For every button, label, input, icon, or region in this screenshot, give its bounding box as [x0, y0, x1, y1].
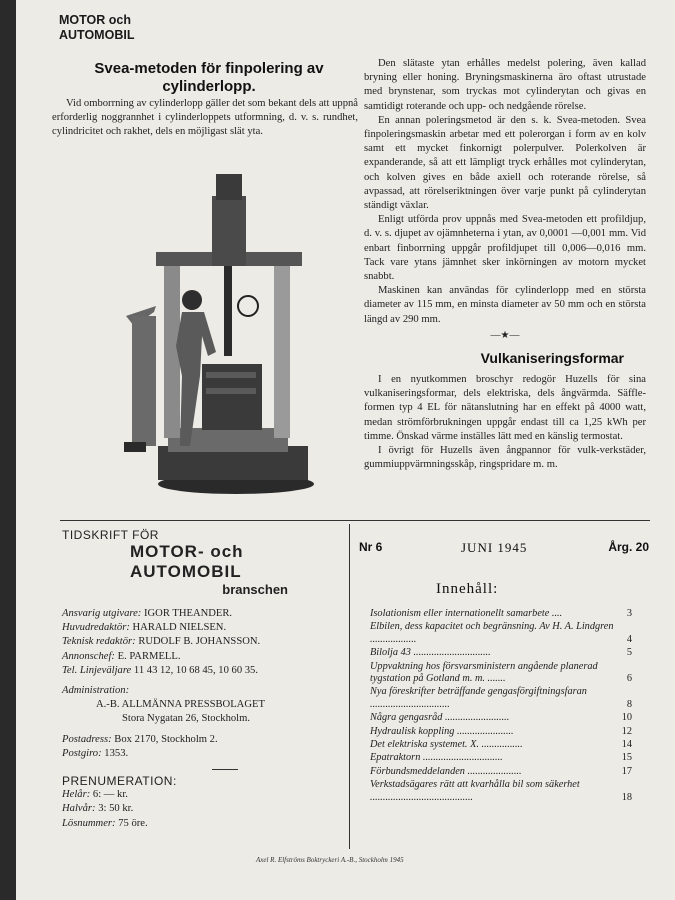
masthead-title-2: AUTOMOBIL — [130, 562, 242, 581]
toc-item[interactable]: Hydraulisk koppling ...................... 12 — [370, 725, 632, 737]
admin-company: A.-B. ALLMÄNNA PRESSBOLAGET — [96, 699, 265, 711]
staff-line: Tel. Linjeväljare 11 43 12, 10 68 45, 10 60 35. — [62, 664, 259, 676]
toc-item[interactable]: Förbundsmeddelanden ..................... 17 — [370, 765, 632, 777]
right-column — [364, 57, 646, 472]
brand-line-2: AUTOMOBIL — [59, 28, 135, 42]
subscription-block — [62, 774, 342, 831]
article-paragraph: I en nyutkommen broschyr redogör Huzells för sina vulkaniseringsformar, dels elektriska, dels ångvärmda. Säffle-formen typ 4 EL för nätanslutning har en effekt på 4000 watt, medan strömförbrukningen uppgår endast till ca 1,25 kWh per timme. Önskad värme inställes lätt med en känslig termostat. — [364, 374, 646, 442]
admin-street: Stora Nygatan 26, Stockholm. — [122, 713, 250, 725]
toc-item[interactable]: Epatraktorn ............................... 15 — [370, 752, 632, 764]
toc-item[interactable]: Bilolja 43 .............................. 5 — [370, 647, 632, 659]
table-of-contents — [370, 608, 632, 805]
issue-number: Nr 6 — [359, 540, 383, 554]
staff-line: Teknisk redaktör: RUDOLF B. JOHANSSON. — [62, 636, 261, 648]
brand-line-1: MOTOR och — [59, 13, 131, 27]
masthead-title-1: MOTOR- och — [130, 542, 244, 561]
masthead-subtitle: TIDSKRIFT FÖR — [62, 528, 159, 542]
left-column — [52, 97, 358, 140]
staff-line: Huvudredaktör: HARALD NIELSEN. — [62, 622, 227, 634]
administration-block — [62, 684, 342, 761]
article-paragraph: Den slätaste ytan erhålles medelst polering, även kallad bryning eller honing. Bryningsmaskinerna äro oftast utrustade med brynstenar, som tryckas mot cylinderytan och givas en samtidigt roterande och upp- och nedgående rörelse. — [364, 58, 646, 112]
toc-item[interactable]: Några gengasråd ......................... 10 — [370, 712, 632, 724]
toc-item[interactable]: Uppvaktning hos försvarsministern angående planerad tygstation på Gotland m. m. ....... 6 — [370, 660, 632, 685]
postadress-line: Postadress: Box 2170, Stockholm 2. — [62, 733, 218, 745]
postgiro-line: Postgiro: 1353. — [62, 747, 129, 759]
toc-item[interactable]: Det elektriska systemet. X. ................ 14 — [370, 739, 632, 751]
staff-list — [62, 607, 342, 678]
toc-title: Innehåll: — [436, 581, 499, 597]
staff-line: Annonschef: E. PARMELL. — [62, 650, 181, 662]
toc-item[interactable]: Isolationism eller internationellt samarbete .... 3 — [370, 608, 632, 619]
price-line: Halvår: 3: 50 kr. — [62, 803, 134, 815]
issue-date: JUNI 1945 — [461, 540, 528, 555]
article-paragraph: Enligt utförda prov uppnås med Svea-metoden ett profildjup, d. v. s. djupet av ojämnheterna i ytan, av 0,0001 —0,001 mm. Vid enbart finborrning uppgår profildjupet till 0,006—0,016 mm. Tack vare ytans jämnhet sker inkörningen av motorn mycket snabbt. — [364, 214, 646, 283]
article-intro: Vid omborrning av cylinderlopp gäller det som bekant dels att uppnå erforderlig noggrannhet i cylinderloppets utformning, d. v. s. rundhet, cylindricitet och rakhet, dels en möjligast slät yta. — [52, 98, 358, 138]
article-title-svea: Svea-metoden för finpolering av cylinderlopp. — [94, 60, 324, 95]
subscription-title: PRENUMERATION: — [62, 774, 177, 789]
issue-year: Årg. 20 — [608, 540, 649, 554]
toc-item[interactable]: Verkstadsägares rätt att kvarhålla bil som säkerhet ........................................ 18 — [370, 779, 632, 803]
price-line: Lösnummer: 75 öre. — [62, 817, 148, 829]
admin-label: Administration: — [62, 685, 130, 697]
toc-item[interactable]: Elbilen, dess kapacitet och begränsning. Av H. A. Lindgren .................. 4 — [370, 621, 632, 645]
vertical-rule — [349, 524, 350, 849]
printer-credit: Axel R. Elfströms Boktryckeri A.-B., Stockholm 1945 — [256, 856, 404, 864]
article-paragraph: I övrigt för Huzells även ångpannor för vulk-verkstäder, gummiuppvärmningsskåp, ringspridare m. m. — [364, 445, 646, 471]
horizontal-rule — [60, 520, 650, 521]
running-header — [59, 13, 134, 43]
polishing-machine-photo — [116, 166, 316, 506]
article-paragraph: Maskinen kan användas för cylinderlopp med en största diameter av 115 mm, en minsta diameter av 50 mm och en största längd av 290 mm. — [364, 285, 646, 325]
staff-line: Ansvarig utgivare: IGOR THEANDER. — [62, 608, 233, 619]
masthead-branch: branschen — [222, 582, 288, 597]
article-title-vulk: Vulkaniseringsformar — [480, 350, 624, 367]
article-paragraph: En annan poleringsmetod är den s. k. Svea-metoden. Svea finpoleringsmaskin arbetar med ett polerorgan i form av en kolv samt ett mycket finkornigt polerpulver. Polerkolven är expanderande, så att ett lämpligt tryck erhålles mot cylinderytan, och kolven gives en både axiell och roterande rörelse, så avpassad, att rörelseriktningen över varje punkt på cylinderytan ständigt växlar. — [364, 114, 646, 212]
section-separator: —★— — [490, 329, 520, 341]
magazine-page — [16, 0, 675, 900]
masthead — [62, 528, 342, 831]
toc-item[interactable]: Nya föreskrifter beträffande gengasförgiftningsfaran ............................... 8 — [370, 686, 632, 710]
price-line: Helår: 6: — kr. — [62, 789, 128, 801]
short-rule — [212, 769, 238, 770]
